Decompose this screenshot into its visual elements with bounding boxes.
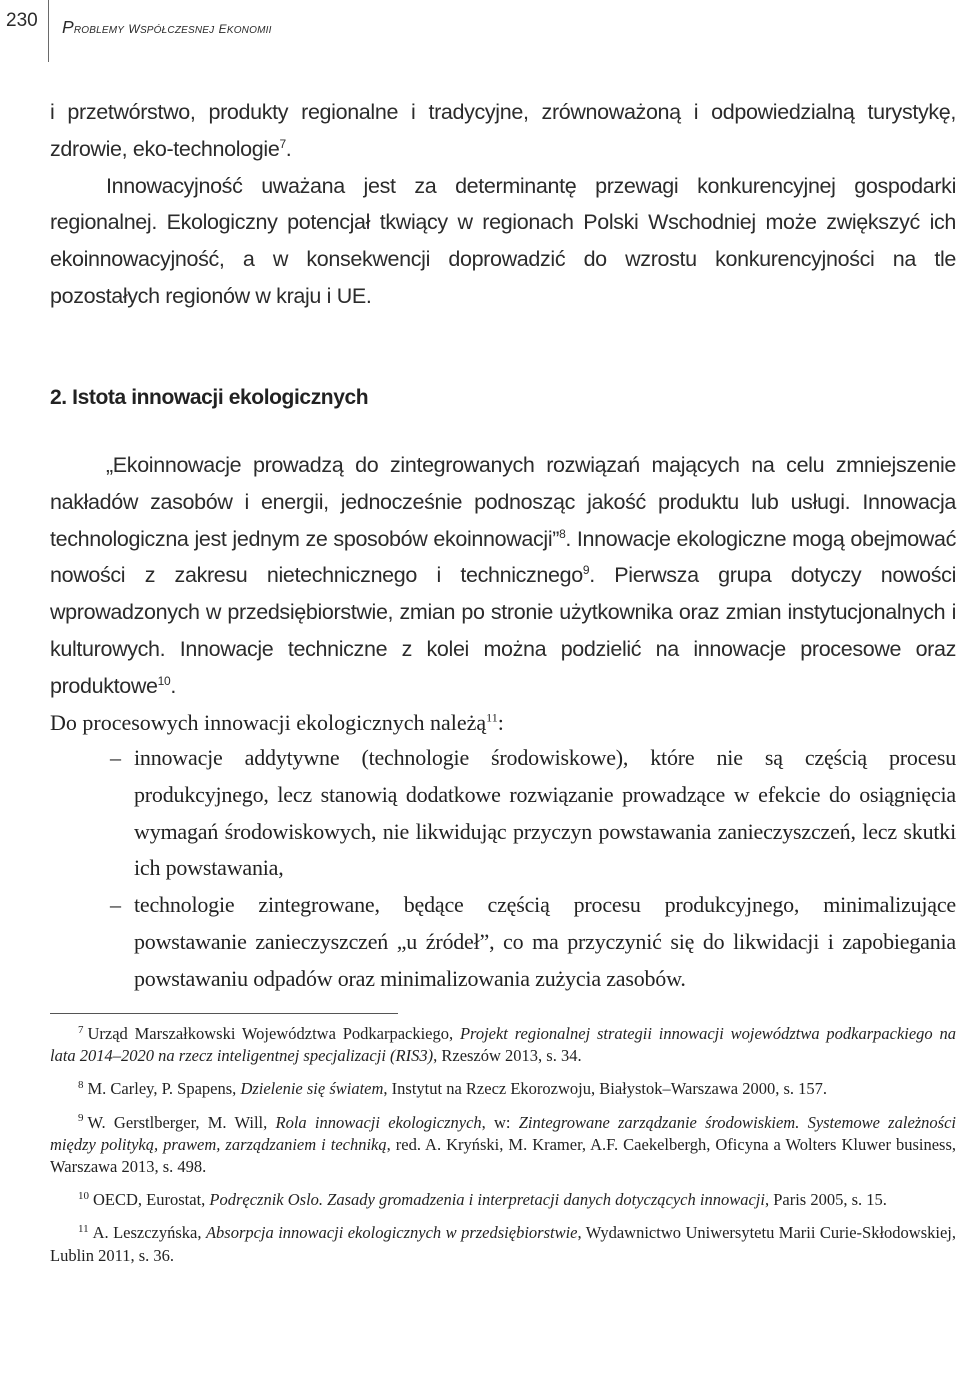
footnote-9 xyxy=(50,1112,956,1179)
footnote-10 xyxy=(50,1189,956,1211)
footnote-number: 8 xyxy=(78,1078,84,1091)
paragraph xyxy=(50,94,956,168)
dash-bullet-icon: – xyxy=(110,892,121,918)
list-item-text: technologie zintegrowane, będące częścią procesu produkcyjnego, minimalizujące powstawanie zanieczyszczeń „u źródeł”, co ma przyczynić się do likwidacji i zapobiegania powstawaniu odpadów oraz minimalizowania zużycia zasobów. xyxy=(134,892,956,991)
footnote-8 xyxy=(50,1078,956,1100)
footnote-title: Projekt regionalnej strategii innowacji województwa podkarpackiego na lata 2014–2020 na rzecz inteligentnej specjalizacji (RIS3) xyxy=(50,1024,956,1066)
footnote-text: , red. A. Kryński, M. Kramer, A.F. Caekelbergh, Oficyna a Wolters Kluwer business, Warszawa 2013, s. 498. xyxy=(50,1134,956,1177)
footnotes xyxy=(50,1023,956,1278)
section-heading: 2. Istota innowacji ekologicznych xyxy=(50,386,369,409)
footnote-7 xyxy=(50,1023,956,1067)
paragraph-text: i przetwórstwo, produkty regionalne i tradycyjne, zrównoważoną i odpowiedzialną turystykę, zdrowie, eko-technologie xyxy=(50,100,956,161)
footnote-text: OECD, Eurostat, xyxy=(93,1190,210,1210)
intro-paragraphs xyxy=(50,94,956,315)
bullet-list xyxy=(50,740,956,998)
paragraph xyxy=(50,447,956,705)
footnote-ref[interactable]: 7 xyxy=(279,136,286,151)
punctuation: . xyxy=(170,673,176,698)
footnote-ref[interactable]: 9 xyxy=(582,563,590,578)
footnote-number: 10 xyxy=(78,1189,89,1202)
running-title-part: konomii xyxy=(226,21,272,37)
running-title-cap: P xyxy=(62,17,74,37)
paragraph: Innowacyjność uważana jest za determinantę przewagi konkurencyjnej gospodarki regionalnej. Ekologiczny potencjał tkwiący w regionach Polski Wschodniej może zwiększyć ich ekoinnowacyjność, a w konsekwencji doprowadzić do wzrostu konkurencyjności na tle pozostałych regionów w kraju i UE. xyxy=(50,173,956,308)
paragraph-text: Do procesowych innowacji ekologicznych należą xyxy=(50,710,487,735)
running-title-part: spółczesnej xyxy=(139,21,219,37)
punctuation: . xyxy=(285,136,292,161)
page-header xyxy=(0,0,960,62)
footnote-title: Podręcznik Oslo. Zasady gromadzenia i interpretacji danych dotyczących innowacji xyxy=(209,1190,765,1210)
running-title-cap: e xyxy=(218,17,227,37)
footnote-ref[interactable]: 11 xyxy=(486,710,498,725)
list-item xyxy=(50,887,956,997)
footnote-text: W. Gerstlberger, M. Will, xyxy=(87,1112,276,1132)
running-title xyxy=(62,17,272,38)
footnote-title: Zintegrowane zarządzanie środowiskiem. Systemowe zależności między polityką, prawem, zarządzaniem i techniką xyxy=(50,1112,957,1154)
list-item-text: innowacje addytywne (technologie środowiskowe), które nie są częścią procesu produkcyjnego, lecz stanowią dodatkowe rozwiązanie prowadzące w efekcie do osiągnięcia wymagań środowiskowych, nie likwidując przyczyn powstawania zanieczyszczeń, lecz skutki ich powstawania, xyxy=(134,745,956,881)
footnote-text: M. Carley, P. Spapens, xyxy=(87,1079,241,1099)
list-intro xyxy=(50,705,956,742)
paragraph-text: . Pierwsza grupa dotyczy nowości wprowadzonych w przedsiębiorstwie, zmian po stronie użytkownika oraz zmian instytucjonalnych i kulturowych. Innowacje techniczne z kolei można podzielić na innowacje procesowe oraz produktowe xyxy=(50,563,956,698)
footnote-number: 9 xyxy=(78,1112,84,1125)
running-title-cap: w xyxy=(128,17,140,37)
footnote-number: 11 xyxy=(78,1222,89,1235)
paragraph-text: . Innowacje ekologiczne mogą obejmować nowości z zakresu nietechnicznego i technicznego xyxy=(50,526,956,588)
footnote-title: Dzielenie się światem xyxy=(240,1079,384,1099)
footnote-text: , Instytut na Rzecz Ekorozwoju, Białystok–Warszawa 2000, s. 157. xyxy=(383,1079,828,1099)
footnote-text: Urząd Marszałkowski Województwa Podkarpackiego, xyxy=(87,1024,460,1043)
footnote-ref[interactable]: 10 xyxy=(157,673,171,688)
footnote-text: , w: xyxy=(481,1112,519,1132)
footnote-text: , Rzeszów 2013, s. 34. xyxy=(433,1046,582,1066)
footnote-title: Rola innowacji ekologicznych xyxy=(275,1112,482,1132)
footnote-text: , Wydawnictwo Uniwersytetu Marii Curie-Skłodowskiej, Lublin 2011, s. 36. xyxy=(50,1223,956,1265)
footnote-title: Absorpcja innowacji ekologicznych w przedsiębiorstwie xyxy=(205,1223,578,1243)
header-divider xyxy=(48,0,49,62)
list-item xyxy=(50,740,956,887)
footnote-divider xyxy=(50,1013,398,1014)
footnote-ref[interactable]: 8 xyxy=(559,526,566,541)
page-number: 230 xyxy=(6,10,38,31)
footnote-text: , Paris 2005, s. 15. xyxy=(764,1190,887,1210)
footnote-number: 7 xyxy=(78,1023,84,1036)
main-paragraph xyxy=(50,447,956,705)
footnote-text: A. Leszczyńska, xyxy=(92,1223,206,1243)
footnote-11 xyxy=(50,1222,956,1266)
paragraph xyxy=(50,705,956,742)
dash-bullet-icon: – xyxy=(110,745,121,770)
paragraph-text: „Ekoinnowacje prowadzą do zintegrowanych rozwiązań mających na celu zmniejszenie nakładów zasobów i energii, jednocześnie podnosząc jakość produktu lub usługi. Innowacja technologiczna jest jednym ze sposobów ekoinnowacji” xyxy=(50,453,956,551)
running-title-part: roblemy xyxy=(73,21,129,37)
punctuation: : xyxy=(497,710,504,735)
